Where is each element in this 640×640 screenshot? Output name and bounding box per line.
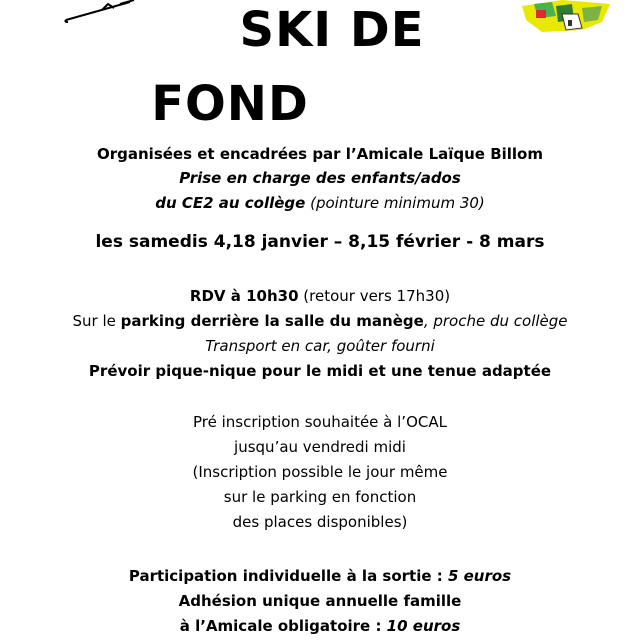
participation-price: 5 euros [447, 567, 512, 585]
care-line-2 [0, 193, 640, 213]
place-prefix: Sur le [72, 312, 121, 330]
place-suffix: , proche du collège [423, 312, 568, 330]
organizer-line: Organisées et encadrées par l’Amicale Laïque Billom [97, 145, 543, 163]
registration-line-5: des places disponibles) [232, 513, 408, 531]
registration-line-1: Pré inscription souhaitée à l’OCAL [193, 413, 447, 431]
place-location: parking derrière la salle du manège [120, 312, 424, 330]
dates-line: les samedis 4,18 janvier – 8,15 février - 8 mars [95, 232, 545, 252]
membership-price: 10 euros [386, 617, 461, 635]
registration-line-4: sur le parking en fonction [223, 488, 417, 506]
membership-label: à l’Amicale obligatoire : [179, 617, 387, 635]
membership-line-2 [0, 616, 640, 636]
care-line-1: Prise en charge des enfants/ados [179, 169, 461, 187]
title-line-1: SKI DE [239, 2, 425, 58]
transport-line: Transport en car, goûter fourni [205, 337, 435, 355]
participation-line [0, 566, 640, 586]
rdv-line [0, 286, 640, 306]
care-age-range: du CE2 au collège [155, 194, 306, 212]
equipment-line: Prévoir pique-nique pour le midi et une tenue adaptée [88, 362, 552, 380]
registration-line-3: (Inscription possible le jour même [192, 463, 448, 481]
title-line-2: FOND [151, 76, 309, 132]
rdv-time: RDV à 10h30 [189, 287, 299, 305]
membership-line-1: Adhésion unique annuelle famille [178, 592, 462, 610]
care-shoe-size-note: (pointure minimum 30) [305, 194, 485, 212]
participation-label: Participation individuelle à la sortie : [128, 567, 448, 585]
registration-line-2: jusqu’au vendredi midi [234, 438, 406, 456]
rdv-return: (retour vers 17h30) [298, 287, 451, 305]
place-line [0, 311, 640, 331]
